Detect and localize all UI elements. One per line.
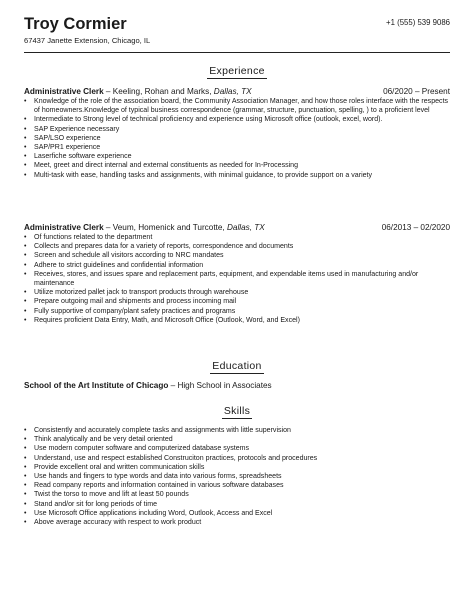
job-dates: 06/2020 – Present xyxy=(383,87,450,96)
job-bullets xyxy=(24,233,450,325)
skill-item: • Stand and/or sit for long periods of time xyxy=(24,500,450,509)
skill-item: • Read company reports and information contained in various software databases xyxy=(24,481,450,490)
education-detail: – High School in Associates xyxy=(168,381,272,390)
education-heading-text: Education xyxy=(212,360,262,372)
job-bullet: • Of functions related to the department xyxy=(24,233,450,242)
skills-heading-text: Skills xyxy=(223,405,251,417)
job-bullet: • Screen and schedule all visitors according to NRC mandates xyxy=(24,251,450,260)
job-bullet: • Utilize motorized pallet jack to transport products through warehouse xyxy=(24,288,450,297)
job-title: Administrative Clerk xyxy=(24,87,104,96)
candidate-phone: +1 (555) 539 9086 xyxy=(386,18,450,27)
skill-item: • Consistently and accurately complete tasks and assignments with little supervision xyxy=(24,426,450,435)
job-bullet: • Requires proficient Data Entry, Math, and Microsoft Office (Outlook, Word, and Excel) xyxy=(24,316,450,325)
resume-header xyxy=(24,14,450,46)
skill-item: • Think analytically and be very detail oriented xyxy=(24,435,450,444)
job-location: Dallas, TX xyxy=(213,87,252,96)
skill-item: • Use Microsoft Office applications including Word, Outlook, Access and Excel xyxy=(24,509,450,518)
job-bullet: • Receives, stores, and issues spare and replacement parts, equipment, and expendable items used in manufacturing and/or maintenance xyxy=(24,270,450,288)
education-heading xyxy=(0,360,474,373)
skill-item: • Twist the torso to move and lift at least 50 pounds xyxy=(24,490,450,499)
job-bullet: • Prepare outgoing mail and shipments and process incoming mail xyxy=(24,297,450,306)
job-bullet: • Multi-task with ease, handling tasks and assignments, with minimal guidance, to provide support on a variety xyxy=(24,171,450,180)
job-bullet: • SAP/PR1 experience xyxy=(24,143,450,152)
job-bullet: • SAP Experience necessary xyxy=(24,125,450,134)
header-divider xyxy=(24,52,450,53)
job-header xyxy=(24,86,450,97)
job-bullet: • Meet, greet and direct internal and external constituents as needed for In-Processing xyxy=(24,161,450,170)
job-entry xyxy=(24,222,450,325)
skills-list xyxy=(24,426,450,527)
job-bullet: • Collects and prepares data for a variety of reports, correspondence and documents xyxy=(24,242,450,251)
education-entry xyxy=(24,380,450,391)
job-bullet: • Adhere to strict guidelines and confidential information xyxy=(24,261,450,270)
job-bullet: • Laserfiche software experience xyxy=(24,152,450,161)
job-company: Veum, Homenick and Turcotte, xyxy=(112,223,225,232)
job-title: Administrative Clerk xyxy=(24,223,104,232)
job-bullet: • Knowledge of the role of the association board, the Community Association Manager, and how those roles interface with the respects of homeowners.Knowledge of typical business correspondence (grammar, structure, punctuation, spelling, ) to a proficient level xyxy=(24,97,450,115)
job-bullet: • SAP/LSO experience xyxy=(24,134,450,143)
candidate-name: Troy Cormier xyxy=(24,15,127,33)
job-header xyxy=(24,222,450,233)
skills-list-container xyxy=(24,426,450,527)
skill-item: • Use hands and fingers to type words and data into various forms, spreadsheets xyxy=(24,472,450,481)
job-bullet: • Fully supportive of company/plant safety practices and programs xyxy=(24,307,450,316)
skill-item: • Use modern computer software and computerized database systems xyxy=(24,444,450,453)
job-entry xyxy=(24,86,450,180)
job-dates: 06/2013 – 02/2020 xyxy=(381,223,450,232)
skills-heading xyxy=(0,405,474,418)
education-school: School of the Art Institute of Chicago xyxy=(24,381,169,390)
experience-heading xyxy=(0,65,474,78)
job-separator: – xyxy=(103,223,113,232)
candidate-address: 67437 Janette Extension, Chicago, IL xyxy=(24,36,151,45)
skill-item: • Understand, use and respect established Construciton practices, protocols and procedures xyxy=(24,454,450,463)
skill-item: • Above average accuracy with respect to work product xyxy=(24,518,450,527)
job-bullet: • Intermediate to Strong level of technical proficiency and experience using Microsoft office (outlook, excel, word). xyxy=(24,115,450,124)
experience-heading-text: Experience xyxy=(209,65,265,77)
skill-item: • Provide excellent oral and written communication skills xyxy=(24,463,450,472)
job-separator: – xyxy=(103,87,113,96)
job-location: Dallas, TX xyxy=(226,223,265,232)
job-bullets xyxy=(24,97,450,180)
job-company: Keeling, Rohan and Marks, xyxy=(112,87,212,96)
